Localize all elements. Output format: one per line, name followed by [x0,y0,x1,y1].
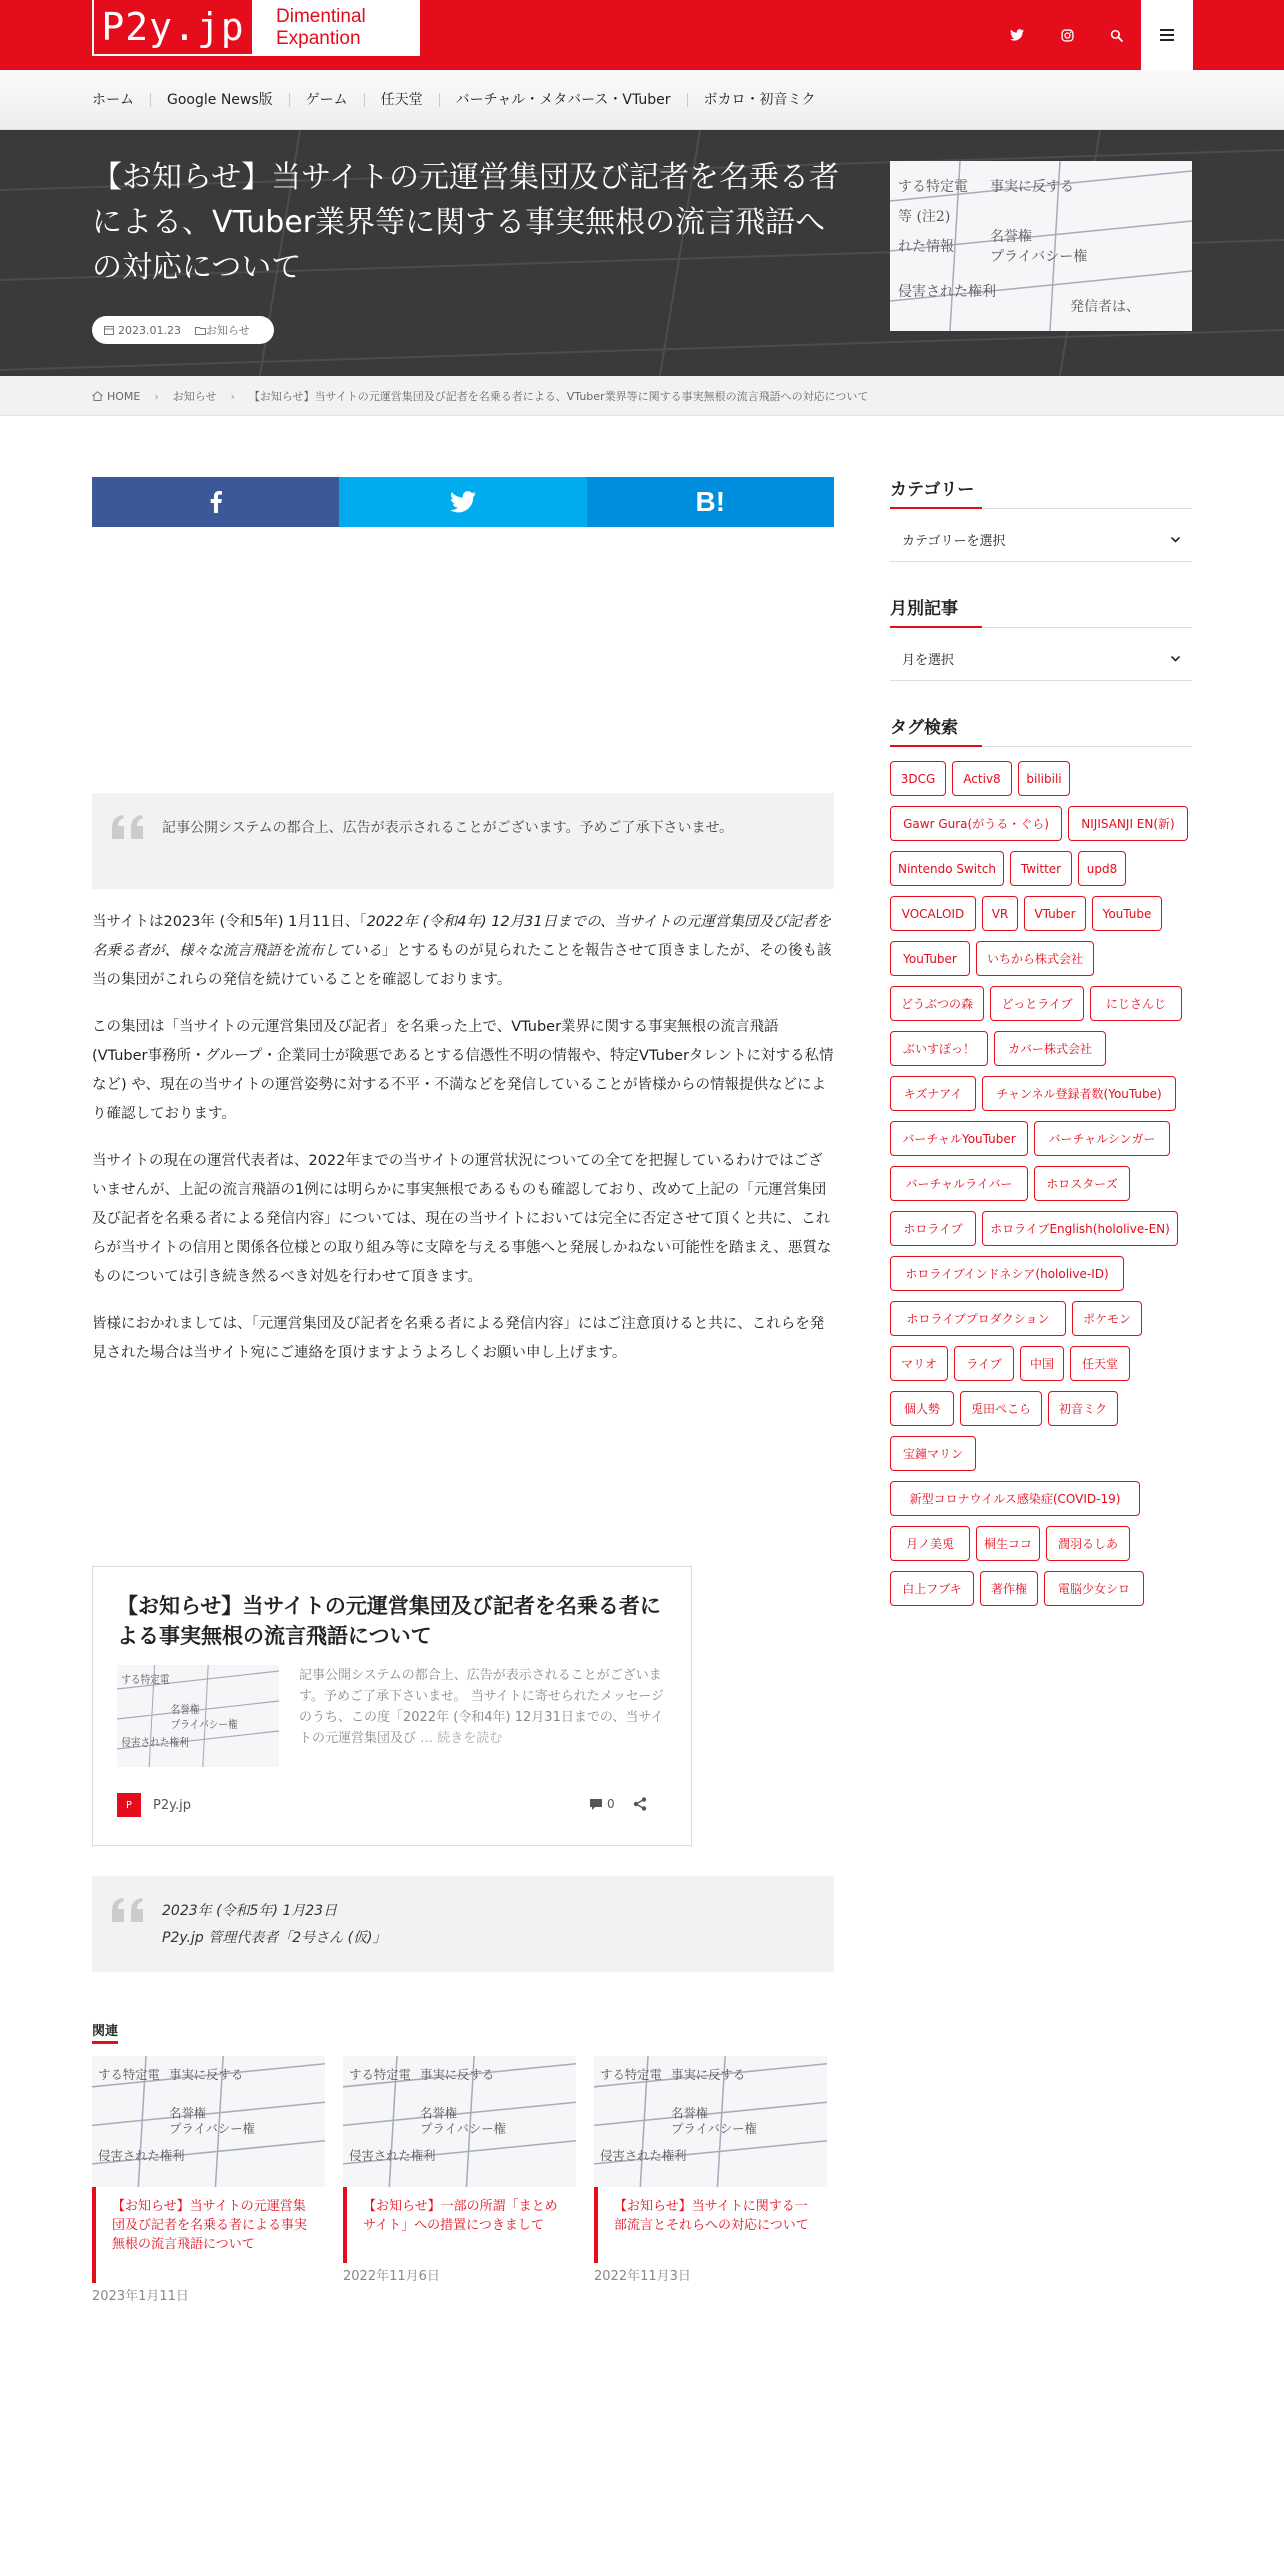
tag-link[interactable]: ホロライブEnglish(hololive-EN) [982,1211,1178,1246]
logo-tagline-line1: Dimentinal [276,6,366,27]
body-paragraph-1 [92,908,834,995]
comment-icon[interactable] [589,1798,603,1811]
category-select[interactable] [890,518,1192,562]
body-paragraph-2: この集団は「当サイトの元運営集団及び記者」を名乗った上で、VTuber業界に関する事実無根の流言飛語 (VTuber事務所・グループ・企業同士が険悪であるとする信憑性不明の情報や、特定VTuberタレントに対する私情など) や、現在の当サイトの運営姿勢に対する不平・不満などを発信していることが皆様からの情報提供などにより確認しております。 [92,1019,834,1122]
embed-card-comment-count: 0 [607,1797,615,1811]
folder-icon [195,326,206,335]
tag-link[interactable]: VOCALOID [890,896,976,931]
body-p1-tail: 」とするものが見られたことを報告させて頂きましたが、その後も該当の集団がこれらの発信を続けていることを確認しております。 [92,943,832,988]
tag-link[interactable]: 著作権 [980,1571,1038,1606]
sidebar-tags-heading: タグ検索 [890,713,1192,747]
tag-link[interactable]: 初音ミク [1048,1391,1118,1426]
tag-link[interactable]: Gawr Gura(がうる・ぐら) [890,806,1062,841]
svg-text:侵害された権利: 侵害された権利 [121,1736,189,1750]
tag-link[interactable]: ホロライブインドネシア(hololive-ID) [890,1256,1124,1291]
related-post-1[interactable] [92,2056,325,2304]
sidebar-archive-heading: 月別記事 [890,594,1192,628]
svg-text:事実に反する: 事実に反する [990,179,1074,195]
svg-text:する特定電: する特定電 [121,1673,170,1687]
tag-link[interactable]: ホロスターズ [1034,1166,1130,1201]
tag-link[interactable]: bilibili [1018,761,1070,796]
tag-link[interactable]: Activ8 [952,761,1012,796]
svg-text:プライバシー権: プライバシー権 [990,249,1088,265]
tag-link[interactable]: カバー株式会社 [994,1031,1106,1066]
tag-link[interactable]: YouTube [1092,896,1162,931]
breadcrumb-separator: › [154,389,159,403]
tag-link[interactable]: Twitter [1010,851,1072,886]
tag-link[interactable]: チャンネル登録者数(YouTube) [982,1076,1176,1111]
embed-card-thumbnail[interactable] [117,1665,279,1767]
nav-item-vocaloid[interactable]: ボカロ・初音ミク [687,93,832,107]
svg-text:れた情報: れた情報 [898,239,954,255]
tag-link[interactable]: バーチャルライバー [890,1166,1028,1201]
tag-link[interactable]: YouTuber [890,941,970,976]
tag-link[interactable]: 個人勢 [890,1391,954,1426]
article-date: 2023.01.23 [118,323,181,337]
home-icon [92,391,103,401]
facebook-icon [210,491,222,513]
tag-link[interactable]: ホロライブ [890,1211,976,1246]
tag-link[interactable]: ホロライブプロダクション [890,1301,1066,1336]
svg-text:侵害された権利: 侵害された権利 [349,2149,436,2164]
svg-text:発信者は、: 発信者は、 [1070,299,1140,315]
hatena-bookmark-button[interactable] [587,477,834,527]
signature-date: 2023年 (令和5年) 1月23日 [162,1903,338,1919]
share-icon[interactable] [633,1797,647,1811]
article-category-link[interactable]: お知らせ [205,324,250,337]
tag-link[interactable]: 任天堂 [1070,1346,1130,1381]
svg-text:侵害された権利: 侵害された権利 [600,2149,687,2164]
hero-thumbnail [890,161,1192,331]
logo-tagline [254,0,420,56]
hatena-label: B! [695,486,726,517]
category-select-value: カテゴリーを選択 [902,534,1006,549]
svg-text:事実に反する: 事実に反する [169,2068,244,2083]
chevron-down-icon [1171,537,1180,543]
chevron-down-icon [1171,656,1180,662]
twitter-share-button[interactable] [339,477,586,527]
tag-link[interactable]: バーチャルYouTuber [890,1121,1028,1156]
tag-link[interactable]: キズナアイ [890,1076,976,1111]
nav-item-nintendo[interactable]: 任天堂 [364,93,439,107]
article-hero [0,130,1284,376]
tag-link[interactable]: upd8 [1078,851,1126,886]
tag-link[interactable]: 電脳少女シロ [1044,1571,1144,1606]
tag-link[interactable]: VR [982,896,1018,931]
body-p1-lead: 当サイトは2023年 (令和5年) 1月11日、「 [92,914,367,930]
body-paragraph-3: 当サイトの現在の運営代表者は、2022年までの当サイトの運営状況についての全てを把握しているわけではございませんが、上記の流言飛語の1例には明らかに事実無根であるものも確認しており、改めて上記の「元運営集団及び記者を名乗る者による発信内容」については、現在の当サイトにおいては完全に否定させて頂くと共に、これらが当サイトの信用と関係各位様との取り組み等に支障を与える事態へと発展しかねない可能性を踏まえ、悪質なものについては引き続き然るべき対処を行わせて頂きます。 [92,1153,832,1285]
tag-link[interactable]: ぶいすぽっ！ [890,1031,988,1066]
nav-item-vtuber[interactable]: バーチャル・メタバース・VTuber [439,93,687,107]
tag-link[interactable]: NIJISANJI EN(新) [1068,806,1188,841]
breadcrumb-separator: › [230,389,235,403]
tag-link[interactable]: どうぶつの森 [890,986,984,1021]
svg-text:侵害された権利: 侵害された権利 [898,284,996,300]
quote-icon [112,1898,146,1922]
svg-text:名誉権: 名誉権 [420,2106,458,2121]
tag-link[interactable]: マリオ [890,1346,948,1381]
tag-link[interactable]: 新型コロナウイルス感染症(COVID-19) [890,1481,1140,1516]
svg-text:事実に反する: 事実に反する [671,2068,746,2083]
svg-text:プライバシー権: プライバシー権 [170,1718,238,1732]
tag-link[interactable]: 宝鐘マリン [890,1436,976,1471]
tag-link[interactable]: ライブ [954,1346,1014,1381]
embedded-post-card[interactable] [92,1566,692,1846]
search-icon[interactable] [1103,22,1129,48]
article-meta [92,316,274,344]
tag-link[interactable]: 3DCG [890,761,946,796]
svg-text:する特定電: する特定電 [898,179,968,195]
related-thumbnail[interactable] [92,2056,325,2187]
tag-link[interactable]: にじさんじ [1090,986,1182,1021]
related-thumbnail[interactable] [343,2056,576,2187]
tag-link[interactable]: いちから株式会社 [976,941,1094,976]
sidebar-category-heading: カテゴリー [890,475,1192,509]
tag-link[interactable]: ポケモン [1072,1301,1142,1336]
article-title: 【お知らせ】当サイトの元運営集団及び記者を名乗る者による、VTuber業界等に関する事実無根の流言飛語への対応について [92,160,839,285]
related-heading: 関連 [92,2020,118,2044]
ad-notice-text: 記事公開システムの都合上、広告が表示されることがございます。予めご了承下さいませ。 [162,820,734,836]
embed-card-description-text: 記事公開システムの都合上、広告が表示されることがございます。予めご了承下さいませ。 当サイトに寄せられたメッセージのうち、この度「2022年 (令和4年) 12月31日までの、当サイトの元運営集団及び [299,1668,665,1746]
related-post-3[interactable] [594,2056,827,2284]
nav-item-game[interactable]: ゲーム [289,93,364,107]
breadcrumb-current: 【お知らせ】当サイトの元運営集団及び記者を名乗る者による、VTuber業界等に関する事実無根の流言飛語への対応について [248,390,869,403]
breadcrumb [0,376,1284,416]
related-thumbnail[interactable] [594,2056,827,2187]
tag-link[interactable]: 中国 [1020,1346,1064,1381]
svg-text:プライバシー権: プライバシー権 [169,2122,255,2137]
breadcrumb-category[interactable]: お知らせ [172,390,217,403]
tag-link[interactable]: バーチャルシンガー [1034,1121,1170,1156]
tag-link[interactable]: 潤羽るしあ [1046,1526,1130,1561]
embed-card-title[interactable]: 【お知らせ】当サイトの元運営集団及び記者を名乗る者による事実無根の流言飛語について [117,1594,661,1648]
tag-link[interactable]: 桐生ココ [976,1526,1040,1561]
embed-card-site-name: P2y.jp [153,1797,191,1813]
twitter-icon[interactable] [1004,22,1030,48]
site-header [0,0,1284,70]
quote-icon [112,815,146,839]
twitter-icon [450,491,476,513]
embed-card-read-more[interactable]: … 続きを読む [420,1731,503,1746]
svg-text:名誉権: 名誉権 [671,2106,709,2121]
site-favicon-icon: P [117,1793,141,1817]
calendar-icon [104,325,114,335]
hamburger-menu-icon[interactable] [1141,0,1193,70]
embed-card-actions [589,1797,647,1811]
related-date: 2022年11月3日 [594,2269,691,2284]
archive-select[interactable] [890,637,1192,681]
nav-item-google-news[interactable]: Google News版 [150,93,289,107]
related-date: 2023年1月11日 [92,2289,189,2304]
svg-text:プライバシー権: プライバシー権 [420,2122,506,2137]
archive-select-value: 月を選択 [902,653,955,668]
signature-quote [92,1876,834,1972]
logo-main-text: P2y.jp [92,0,254,56]
svg-text:する特定電: する特定電 [98,2068,160,2083]
signature-text [162,1898,802,1952]
site-logo[interactable] [92,0,420,56]
tag-link[interactable]: どっとライブ [990,986,1084,1021]
related-post-2[interactable] [343,2056,576,2284]
ad-notice-quote [92,793,834,889]
related-title[interactable]: 【お知らせ】当サイトの元運営集団及び記者を名乗る者による事実無根の流言飛語について [92,2187,325,2283]
share-buttons [92,477,834,527]
logo-tagline-line2: Expantion [276,28,361,49]
embed-card-description [299,1665,669,1749]
tag-link[interactable]: 白上フブキ [890,1571,974,1606]
tag-link[interactable]: VTuber [1024,896,1086,931]
svg-text:する特定電: する特定電 [600,2068,662,2083]
nav-item-home[interactable]: ホーム [92,92,134,108]
related-title[interactable]: 【お知らせ】一部の所謂「まとめサイト」への措置につきまして [343,2187,576,2263]
article-body [92,908,834,1386]
svg-text:する特定電: する特定電 [349,2068,411,2083]
signature-author: P2y.jp 管理代表者「2号さん (仮)」 [162,1930,387,1946]
svg-text:名誉権: 名誉権 [170,1703,200,1717]
body-p1-quote: 2022年 (令和4年) 12月31日までの、当サイトの元運営集団及び記者を名乗る者が、様々な流言飛語を流布している [92,914,832,959]
svg-text:事実に反する: 事実に反する [420,2068,495,2083]
body-paragraph-4: 皆様におかれましては、「元運営集団及び記者を名乗る者による発信内容」にはご注意頂けると共に、これらを発見された場合は当サイト宛にご連絡を頂けますようよろしくお願い申し上げます。 [92,1316,825,1361]
breadcrumb-home[interactable]: HOME [107,389,141,403]
tag-link[interactable]: 兎田ぺこら [960,1391,1042,1426]
tag-link[interactable]: 月ノ美兎 [890,1526,970,1561]
svg-text:プライバシー権: プライバシー権 [671,2122,757,2137]
global-nav [0,70,1284,130]
svg-text:名誉権: 名誉権 [169,2106,207,2121]
embed-card-site[interactable] [117,1793,191,1817]
facebook-share-button[interactable] [92,477,339,527]
svg-text:名誉権: 名誉権 [990,229,1032,245]
tag-link[interactable]: Nintendo Switch [890,851,1004,886]
related-title[interactable]: 【お知らせ】当サイトに関する一部流言とそれらへの対応について [594,2187,827,2263]
related-date: 2022年11月6日 [343,2269,440,2284]
svg-text:等 (注2): 等 (注2) [898,209,951,225]
instagram-icon[interactable] [1054,22,1080,48]
svg-text:侵害された権利: 侵害された権利 [98,2149,185,2164]
